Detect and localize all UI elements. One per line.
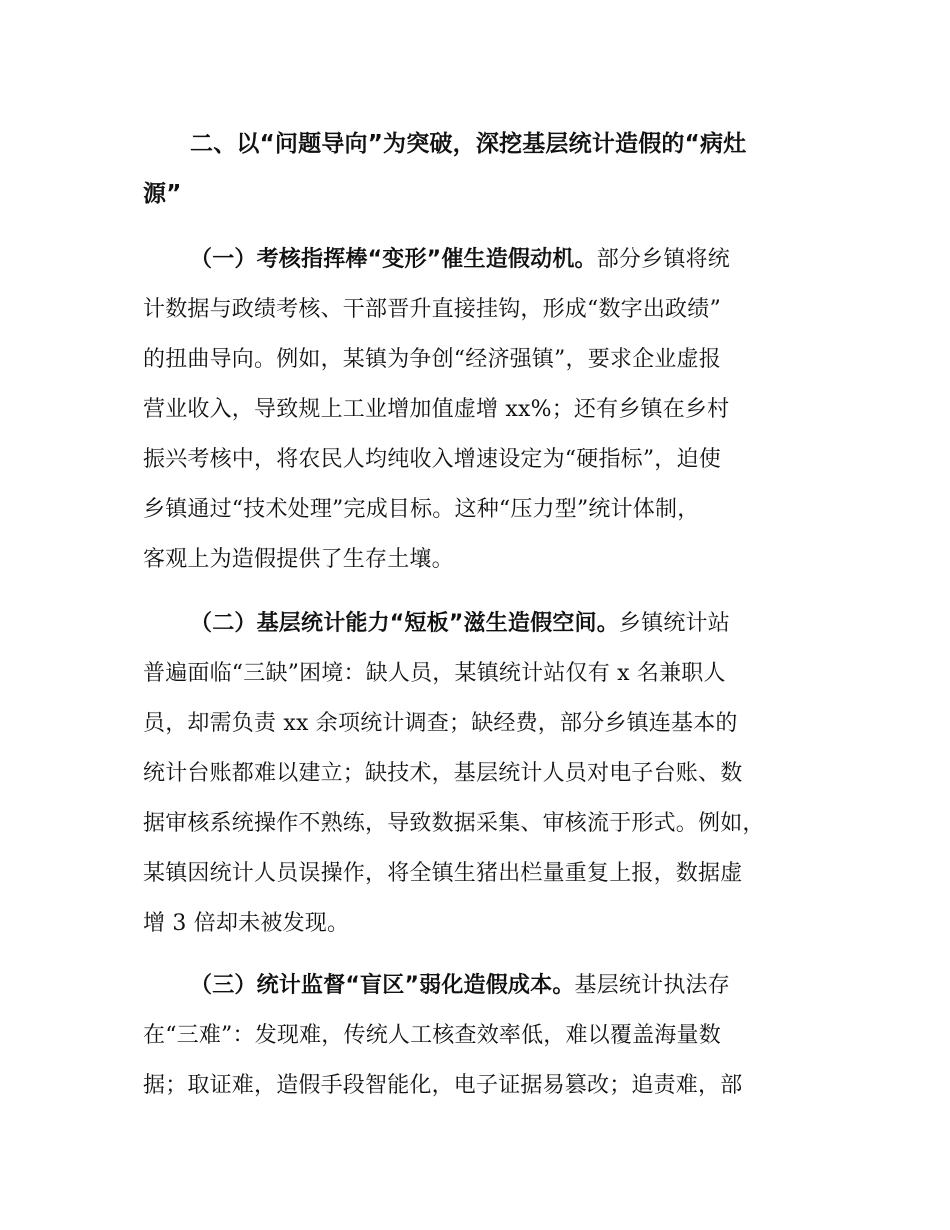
section-heading-line-2: 源”: [143, 181, 182, 207]
paragraph-3-first-line-rest: 基层统计执法存: [574, 973, 730, 998]
paragraph-3-lead: （三）统计监督“盲区”弱化造假成本。: [190, 973, 575, 998]
paragraph-2-line: 统计台账都难以建立；缺技术，基层统计人员对电子台账、数: [143, 761, 743, 786]
paragraph-1-lead: （一）考核指挥棒“变形”催生造假动机。: [190, 247, 597, 272]
paragraph-1-line: 乡镇通过“技术处理”完成目标。这种“压力型”统计体制，: [143, 497, 700, 522]
paragraph-1-line: 计数据与政绩考核、干部晋升直接挂钩，形成“数字出政绩”: [143, 297, 721, 322]
paragraph-1-first-line: [190, 246, 730, 274]
paragraph-3-first-line: [190, 972, 730, 1000]
section-heading-line-1: 二、以“问题导向”为突破，深挖基层统计造假的“病灶: [190, 131, 747, 157]
paragraph-2-line: 某镇因统计人员误操作，将全镇生猪出栏量重复上报，数据虚: [143, 861, 743, 886]
paragraph-2-first-line: [190, 610, 730, 638]
paragraph-3-line: 在“三难”：发现难，传统人工核查效率低，难以覆盖海量数: [143, 1023, 721, 1048]
paragraph-1-line: 营业收入，导致规上工业增加值虚增 xx%；还有乡镇在乡村: [143, 397, 730, 422]
paragraph-1-line: 客观上为造假提供了生存土壤。: [143, 547, 454, 572]
paragraph-2-line: 员，却需负责 xx 余项统计调查；缺经费，部分乡镇连基本的: [143, 711, 738, 736]
paragraph-2-line: 据审核系统操作不熟练，导致数据采集、审核流于形式。例如，: [143, 811, 765, 836]
paragraph-2-lead: （二）基层统计能力“短板”滋生造假空间。: [190, 611, 619, 636]
paragraph-1-line: 的扭曲导向。例如，某镇为争创“经济强镇”，要求企业虚报: [143, 347, 721, 372]
paragraph-2-first-line-rest: 乡镇统计站: [618, 611, 730, 636]
paragraph-1-first-line-rest: 部分乡镇将统: [596, 247, 730, 272]
paragraph-2-line: 普遍面临“三缺”困境：缺人员，某镇统计站仅有 x 名兼职人: [143, 661, 726, 686]
paragraph-2-line: 增 3 倍却未被发现。: [143, 911, 350, 936]
paragraph-3-line: 据；取证难，造假手段智能化，电子证据易篡改；追责难，部: [143, 1073, 743, 1098]
paragraph-1-line: 振兴考核中，将农民人均纯收入增速设定为“硬指标”，迫使: [143, 447, 721, 472]
